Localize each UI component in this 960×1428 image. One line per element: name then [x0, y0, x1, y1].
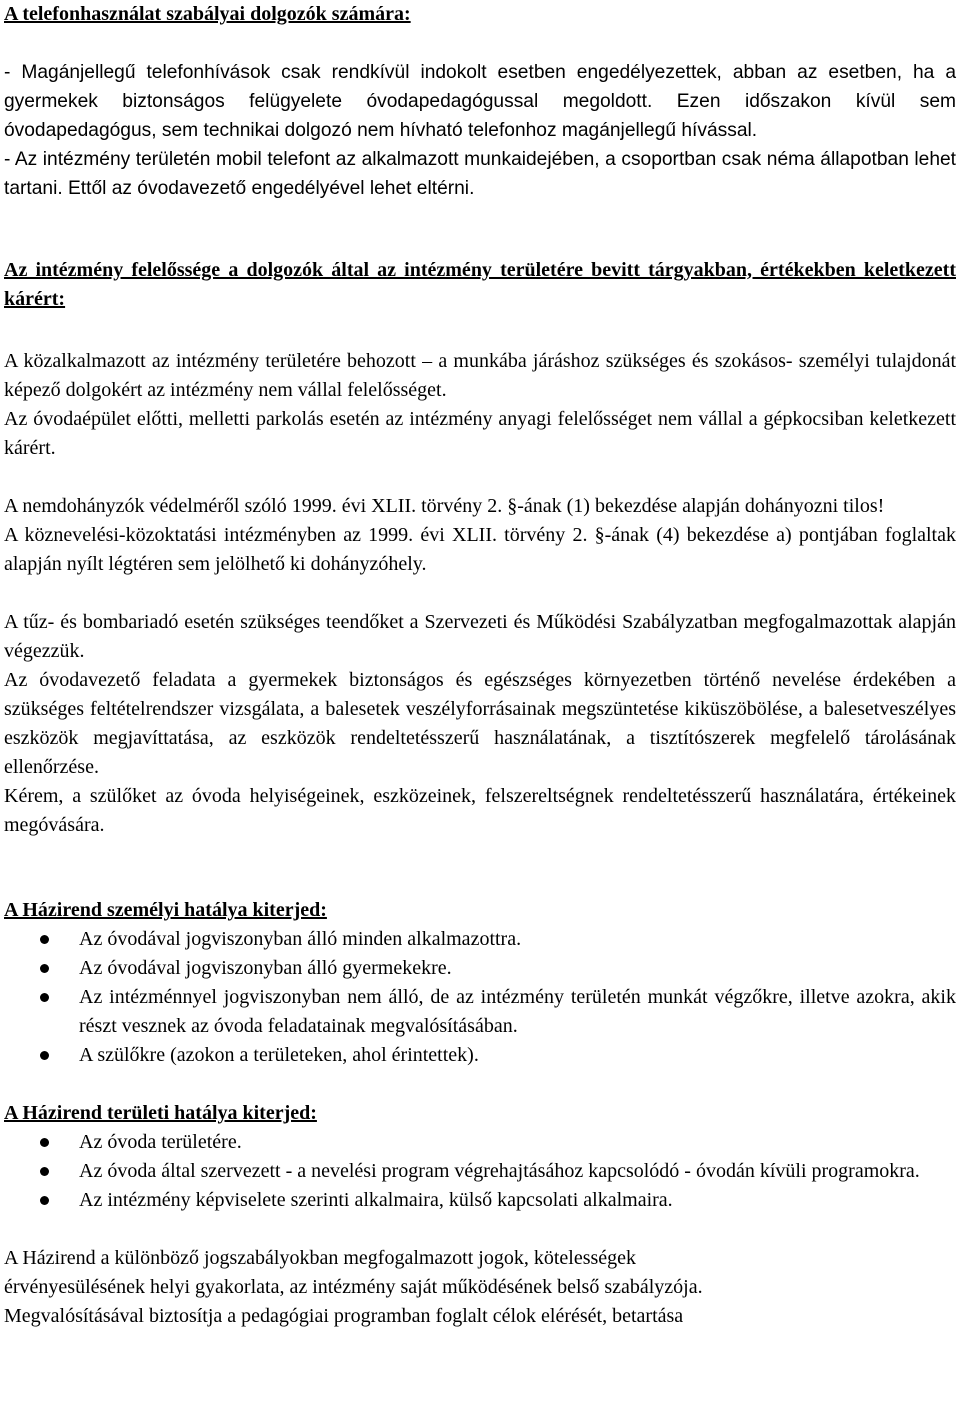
list-item: Az óvoda által szervezett - a nevelési program végrehajtásához kapcsolódó - óvodán kívüli programokra.	[4, 1157, 956, 1186]
bullet-icon	[40, 1051, 49, 1060]
safety-paragraph-2: Az óvodavezető feladata a gyermekek biztonságos és egészséges környezetben történő nevelése érdekében a szükséges feltételrendszer vizsgálata, a balesetek veszélyforrásainak megszüntetése kiküszöbölése, a balesetveszélyes eszközök megjavíttatása, az eszközök rendeltetésszerű használatának, a tisztítószerek megfelelő tárolásának ellenőrzése.	[4, 669, 956, 778]
closing-line-1: A Házirend a különböző jogszabályokban megfogalmazott jogok, kötelességek	[4, 1247, 637, 1269]
closing-line-3: Megvalósításával biztosítja a pedagógiai programban foglalt célok elérését, betartása	[4, 1305, 684, 1327]
bullet-icon	[40, 964, 49, 973]
liability-paragraph-2: Az óvodaépület előtti, melletti parkolás esetén az intézmény anyagi felelősséget nem vállal a gépkocsiban keletkezett kárért.	[4, 408, 956, 459]
safety-paragraph-1: A tűz- és bombariadó esetén szükséges teendőket a Szervezeti és Működési Szabályzatban megfogalmazottak alapján végezzük.	[4, 611, 956, 662]
list-item: Az óvodával jogviszonyban álló gyermekekre.	[4, 954, 956, 983]
list-item: Az intézmény képviselete szerinti alkalmaira, külső kapcsolati alkalmaira.	[4, 1186, 956, 1215]
closing-block	[4, 1244, 956, 1331]
territorial-scope-list	[4, 1128, 956, 1215]
bullet-icon	[40, 993, 49, 1002]
phone-rules-paragraph-1: - Magánjellegű telefonhívások csak rendkívül indokolt esetben engedélyezettek, abban az esetben, ha a gyermekek biztonságos felügyelete óvodapedagógussal megoldott. Ezen időszakon kívül sem óvodapedagógus, sem technikai dolgozó nem hívható telefonhoz magánjellegű hívással.	[4, 62, 956, 141]
bullet-icon	[40, 1138, 49, 1147]
phone-rules-paragraph-2: - Az intézmény területén mobil telefont az alkalmazott munkaidejében, a csoportban csak néma állapotban lehet tartani. Ettől az óvodavezető engedélyével lehet eltérni.	[4, 149, 956, 199]
bullet-icon	[40, 935, 49, 944]
list-item: A szülőkre (azokon a területeken, ahol érintettek).	[4, 1041, 956, 1070]
personal-scope-list	[4, 925, 956, 1070]
list-item: Az intézménnyel jogviszonyban nem álló, de az intézmény területén munkát végzőkre, illetve azokra, akik részt vesznek az óvoda feladatainak megvalósításában.	[4, 983, 956, 1041]
liability-paragraph-1: A közalkalmazott az intézmény területére behozott – a munkába járáshoz szükséges és szokásos- személyi tulajdonát képező dolgokért az intézmény nem vállal felelősséget.	[4, 350, 956, 401]
bullet-icon	[40, 1196, 49, 1205]
smoking-paragraph-1: A nemdohányzók védelméről szóló 1999. évi XLII. törvény 2. §-ának (1) bekezdése alapján dohányozni tilos!	[4, 495, 885, 517]
personal-scope-heading: A Házirend személyi hatálya kiterjed:	[4, 899, 327, 921]
safety-paragraph-3: Kérem, a szülőket az óvoda helyiségeinek, eszközeinek, felszereltségnek rendeltetésszerű használatára, értékeinek megóvására.	[4, 785, 956, 836]
smoking-paragraph-2: A köznevelési-közoktatási intézményben az 1999. évi XLII. törvény 2. §-ának (4) bekezdése a) pontjában foglaltak alapján nyílt légtéren sem jelölhető ki dohányzóhely.	[4, 524, 956, 575]
bullet-icon	[40, 1167, 49, 1176]
territorial-scope-heading: A Házirend területi hatálya kiterjed:	[4, 1102, 317, 1124]
liability-heading: Az intézmény felelőssége a dolgozók által az intézmény területére bevitt tárgyakban, értékekben keletkezett kárért:	[4, 259, 956, 310]
phone-rules-heading: A telefonhasználat szabályai dolgozók számára:	[4, 3, 411, 25]
list-item: Az óvodával jogviszonyban álló minden alkalmazottra.	[4, 925, 956, 954]
document-page	[4, 0, 956, 1331]
closing-line-2: érvényesülésének helyi gyakorlata, az intézmény saját működésének belső szabályzója.	[4, 1276, 703, 1298]
list-item: Az óvoda területére.	[4, 1128, 956, 1157]
